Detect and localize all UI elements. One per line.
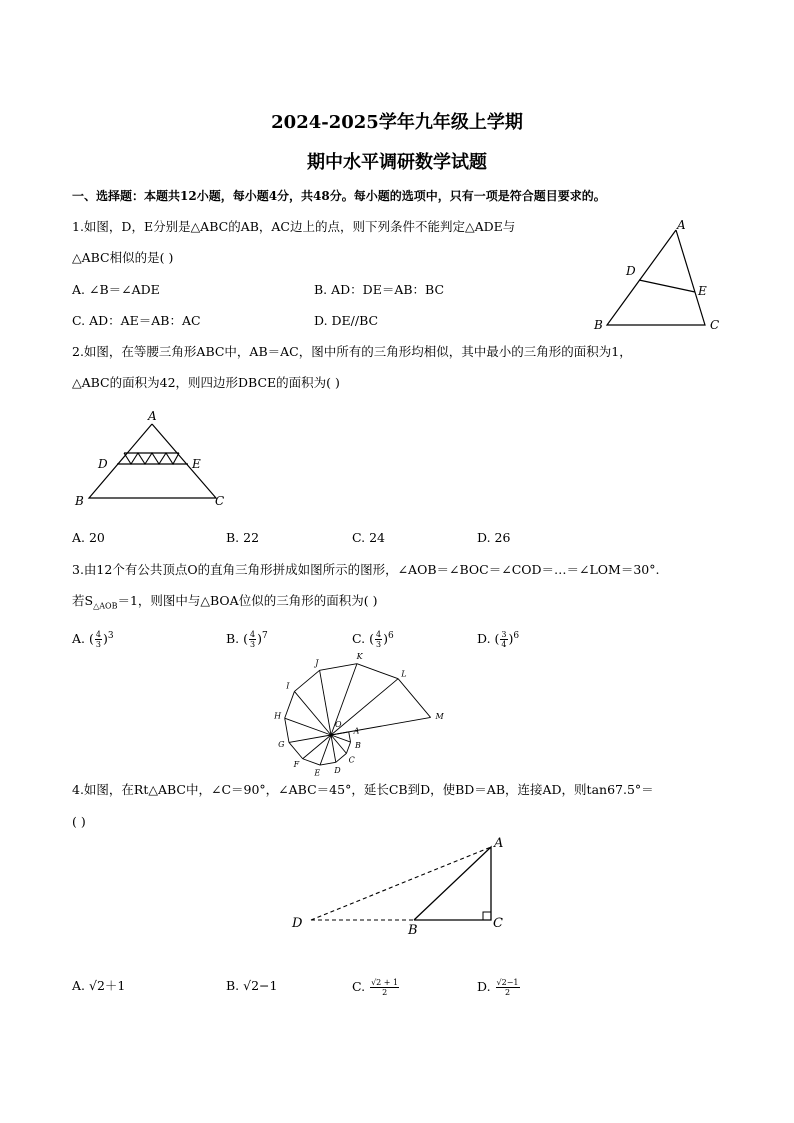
spiral-label-l: L [401,669,407,679]
q4-option-b: B. √2−1 [226,978,278,993]
q1-option-b: B. AD：DE＝AB：BC [314,282,445,297]
q4-label-b: B [408,923,418,938]
section-heading: 一、选择题：本题共12小题，每小题4分，共48分。每小题的选项中，只有一项是符合题目要求的。 [72,189,606,203]
q3-area-symbol: 若S [72,593,94,608]
q2-label-e: E [192,457,201,471]
q3-option-c: C. ( $\frac{4}{3}$ )$^6$ [352,630,394,650]
q2-label-c: C [215,494,225,508]
q2-label-a: A [148,409,157,423]
q1-label-d: D [626,264,636,278]
spiral-label-f: F [293,759,300,769]
q1-label-e: E [698,284,707,298]
exam-title-line2: 期中水平调研数学试题 [307,152,487,173]
q1-stem-line1: 1.如图，D，E分别是△ABC的AB，AC边上的点，则下列条件不能判定△ADE与 [72,219,516,234]
q2-stem-line2: △ABC的面积为42，则四边形DBCE的面积为( ) [72,375,340,390]
q4-option-d: D. $\frac{√2-1}{2}$ [477,978,519,997]
q3-area-subscript: △AOB [93,601,118,611]
q2-option-c: C. 24 [352,530,385,545]
q4-option-a: A. √2＋1 [72,978,126,993]
spiral-hypotenuse-4 [303,759,320,765]
q4-option-c: C. $\frac{√2 + 1}{2}$ [352,978,399,997]
q1-option-a: A. ∠B＝∠ADE [72,282,160,297]
spiral-label-c: C [348,755,355,765]
q2-label-b: B [75,494,84,508]
spiral-ray-12 [331,717,431,735]
q1-stem-line2: △ABC相似的是( ) [72,250,174,265]
q1-label-b: B [594,318,603,332]
q3-option-b: B. ( $\frac{4}{3}$ )$^7$ [226,630,268,650]
q4-label-d: D [292,916,303,931]
q4-triangle-figure [280,830,520,940]
q2-stem-line1: 2.如图，在等腰三角形ABC中，AB＝AC，图中所有的三角形均相似，其中最小的三角形的面积为1， [72,344,632,359]
spiral-hypotenuse-6 [285,718,289,742]
spiral-hypotenuse-9 [320,664,357,671]
spiral-ray-9 [320,670,331,735]
q3-stem-line2-rest: ＝1，则图中与△BOA位似的三角形的面积为( ) [117,593,378,608]
spiral-ray-6 [289,735,331,742]
spiral-label-b: B [355,740,361,750]
q4-label-c: C [493,916,503,931]
spiral-label-m: M [435,712,444,722]
exam-title-line1: 2024-2025学年九年级上学期 [271,112,523,133]
spiral-hypotenuse-2 [336,753,347,762]
q3-option-a: A. ( $\frac{4}{3}$ )$^3$ [72,630,114,650]
spiral-label-j: J [315,658,319,668]
spiral-hypotenuse-0 [349,732,351,742]
spiral-label-e: E [314,768,321,778]
spiral-ray-3 [331,735,336,762]
spiral-hypotenuse-1 [346,742,350,753]
spiral-hypotenuse-8 [294,670,319,691]
q1-label-a: A [677,218,686,232]
spiral-hypotenuse-3 [320,762,336,765]
spiral-hypotenuse-10 [357,664,398,679]
spiral-label-k: K [356,652,363,662]
spiral-label-h: H [274,711,282,721]
q2-label-d: D [98,457,108,471]
q4-stem-line1: 4.如图，在Rt△ABC中，∠C＝90°，∠ABC＝45°，延长CB到D，使BD＝AB，连接AD，则tan67.5°＝ [72,782,654,797]
q3-stem-line1: 3.由12个有公共顶点O的直角三角形拼成如图所示的图形，∠AOB＝∠BOC＝∠COD＝…＝∠LOM＝30°. [72,562,660,577]
spiral-hypotenuse-5 [289,742,303,758]
q3-option-d: D. ( $\frac{3}{4}$ )$^6$ [477,630,520,650]
spiral-label-i: I [286,681,290,691]
spiral-label-o: O [335,720,342,729]
spiral-label-a: A [353,726,360,736]
q4-stem-line2: ( ) [72,814,86,829]
q1-label-c: C [710,318,720,332]
q1-option-c: C. AD：AE＝AB：AC [72,313,201,328]
spiral-hypotenuse-7 [285,691,295,718]
spiral-hypotenuse-11 [398,679,431,718]
q4-label-a: A [494,836,504,851]
spiral-label-g: G [278,739,285,749]
q2-option-a: A. 20 [72,530,105,545]
q1-option-d: D. DE//BC [314,313,379,328]
q2-option-d: D. 26 [477,530,511,545]
spiral-label-d: D [334,766,341,776]
q2-option-b: B. 22 [226,530,260,545]
